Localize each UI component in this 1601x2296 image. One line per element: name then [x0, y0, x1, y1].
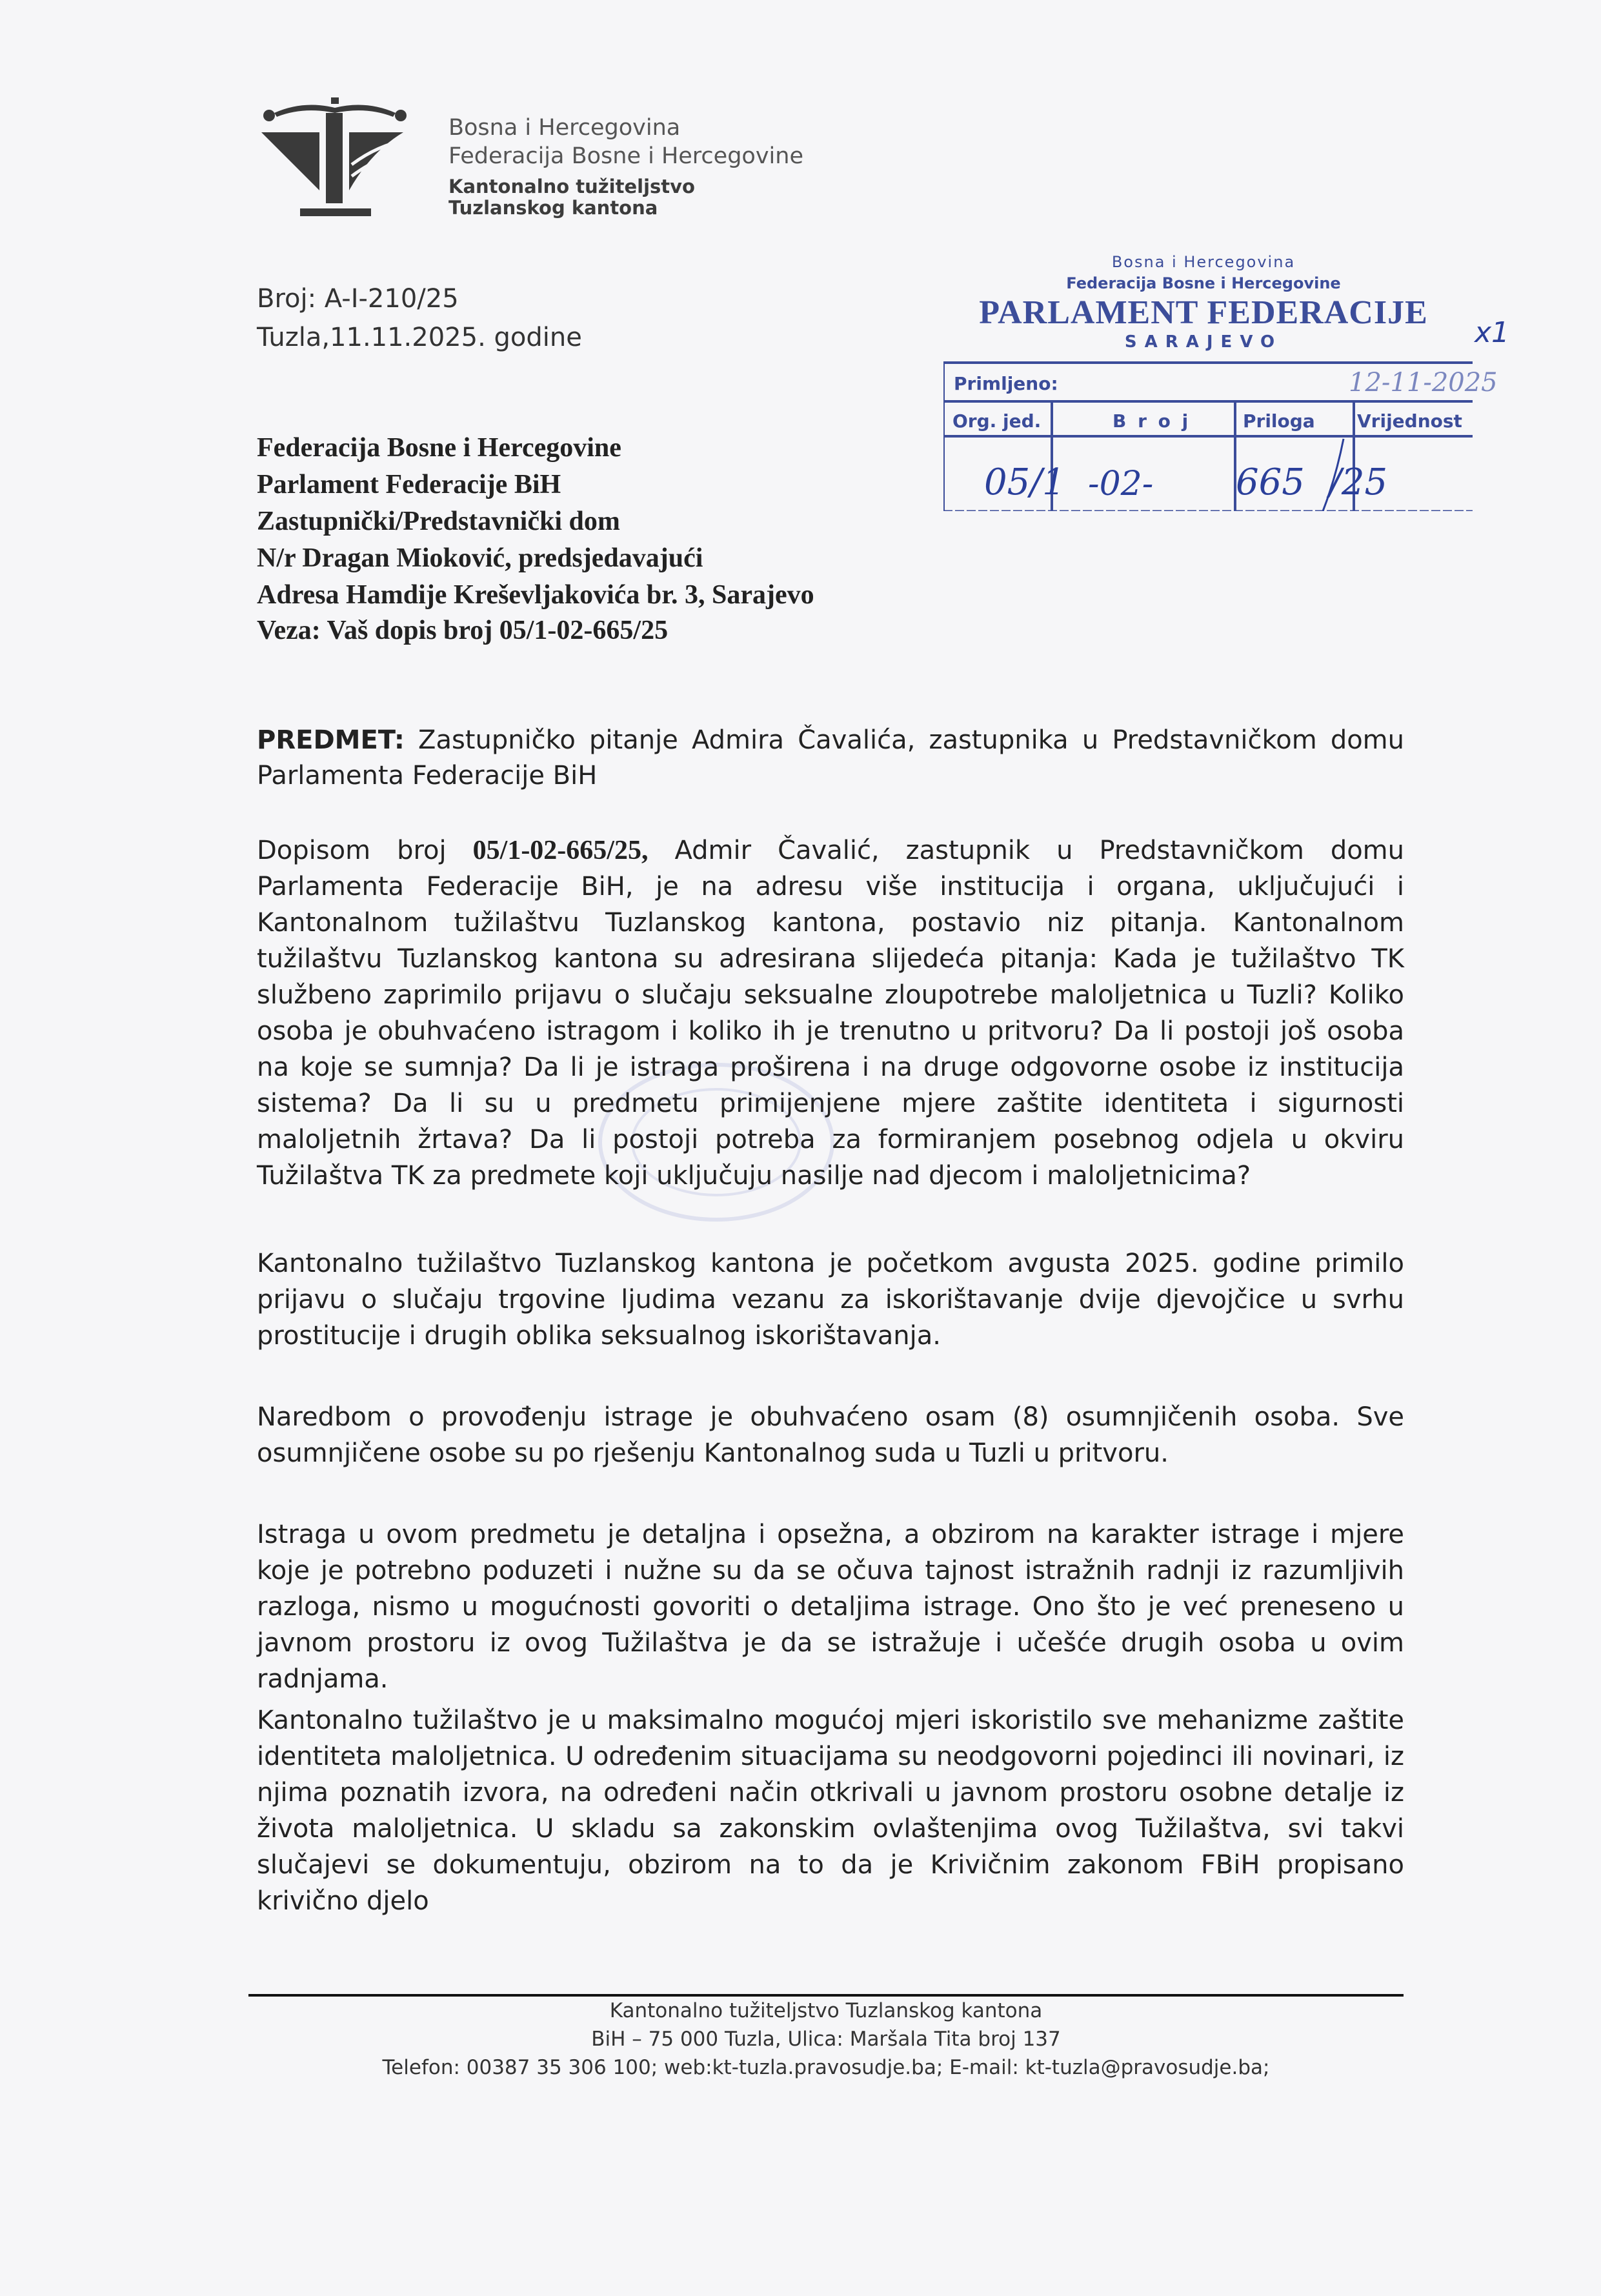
stamp-org-value: 05/1 — [984, 461, 1065, 503]
addressee-line-2: Parlament Federacije BiH — [257, 470, 561, 499]
letterhead-country: Bosna i Hercegovina — [448, 115, 681, 141]
footer-office: Kantonalno tužiteljstvo Tuzlanskog kantona — [609, 1999, 1043, 2022]
stamp-broj-value: -02- — [1088, 465, 1154, 503]
addressee-line-1: Federacija Bosne i Hercegovine — [257, 433, 621, 463]
letterhead-office: Kantonalno tužiteljstvo — [448, 176, 695, 197]
stamp-federation: Federacija Bosne i Hercegovine — [1066, 274, 1341, 292]
stamp-priloga-value: 665 — [1236, 461, 1305, 503]
prosecutor-emblem-logo — [255, 94, 448, 223]
stamp-vrijednost-value: /25 — [1329, 461, 1388, 503]
stamp-parliament: PARLAMENT FEDERACIJE — [979, 294, 1428, 331]
body-paragraph-4: Istraga u ovom predmetu je detaljna i opsežna, a obzirom na karakter istrage i mjere koje je potrebno poduzeti i nužne su da se očuva tajnost istražnih radnji iz razumljivih razloga, nismo u mogućnosti govoriti o detaljima istrage. Ono što je već preneseno u javnom prostoru iz ovog Tužilaštva je da se istražuje i učešće drugih osoba u ovim radnjama. — [257, 1520, 1404, 1694]
body-paragraph-1: Dopisom broj 05/1-02-665/25, Admir Čavalić, zastupnik u Predstavničkom domu Parlamenta Federacije BiH, je na adresu više institucija i organa, uključujući i Kantonalnom tužilaštvu Tuzlanskog kantona, postavio niz pitanja. Kantonalnom tužilaštvu Tuzlanskog kantona su adresirana slijedeća pitanja: Kada je tužilaštvo TK službeno zaprimilo prijavu o slučaju seksualne zloupotrebe maloljetnica u Tuzli? Koliko osoba je obuhvaćeno istragom i koliko ih je trenutno u pritvoru? Da li postoji još osoba na koje se sumnja? Da li je istraga proširena i na druge odgovorne osobe iz institucija sistema? Da li su u predmetu primijenjene mjere zaštite identiteta i sigurnosti maloljetnih žrtava? Da li postoji potreba za formiranjem posebnog odjela u okviru Tužilaštva TK za predmete koji uključuju nasilje nad djecom i maloljetnicima? — [257, 836, 1404, 1191]
footer-address: BiH – 75 000 Tuzla, Ulica: Maršala Tita broj 137 — [591, 2028, 1061, 2051]
body-paragraph-5: Kantonalno tužilaštvo je u maksimalno mogućoj mjeri iskoristilo sve mehanizme zaštite identiteta maloljetnica. U određenim situacijama su neodgovorni pojedinci ili novinari, iz njima poznatih izvora, na određeni način otkrivali u javnom prostoru osobne detalje iz života maloljetnica. U skladu sa zakonskim ovlaštenjima ovog Tužilaštva, svi takvi slučajevi se dokumentuju, obzirom na to da je Krivičnim zakonom FBiH propisano krivično djelo — [257, 1706, 1404, 1916]
addressee-line-5: Adresa Hamdije Kreševljakovića br. 3, Sarajevo — [257, 580, 814, 610]
addressee-line-6: Veza: Vaš dopis broj 05/1-02-665/25 — [257, 616, 669, 645]
footer-contact: Telefon: 00387 35 306 100; web:kt-tuzla.pravosudje.ba; E-mail: kt-tuzla@pravosudje.ba; — [382, 2056, 1270, 2079]
body-paragraph-3: Naredbom o provođenju istrage je obuhvaćeno osam (8) osumnjičenih osoba. Sve osumnjičene osobe su po rješenju Kantonalnog suda u Tuzli u pritvoru. — [257, 1402, 1404, 1468]
addressee-line-4: N/r Dragan Mioković, predsjedavajući — [257, 543, 703, 573]
document-number: Broj: A-I-210/25 — [257, 284, 459, 314]
subject-text: Zastupničko pitanje Admira Čavalića, zastupnika u Predstavničkom domu Parlamenta Federacije BiH — [257, 725, 1404, 791]
document-place-date: Tuzla,11.11.2025. godine — [257, 323, 582, 352]
stamp-col-priloga: Priloga — [1243, 410, 1315, 432]
stamp-received-label: Primljeno: — [954, 373, 1058, 394]
subject-label: PREDMET: — [257, 725, 405, 755]
subject — [257, 723, 1404, 794]
stamp-city: SARAJEVO — [1124, 332, 1283, 352]
stamp-col-org: Org. jed. — [952, 410, 1042, 432]
letterhead-federation: Federacija Bosne i Hercegovine — [448, 143, 803, 169]
footer-divider — [248, 1994, 1404, 1997]
body-paragraph-2: Kantonalno tužilaštvo Tuzlanskog kantona je početkom avgusta 2025. godine primilo prijavu o slučaju trgovine ljudima vezanu za iskorištavanje dvije djevojčice u svrhu prostitucije i drugih oblika seksualnog iskorištavanja. — [257, 1249, 1404, 1351]
stamp-handwritten-mark: x1 — [1475, 316, 1510, 349]
stamp-col-broj: B r o j — [1113, 410, 1191, 432]
stamp-col-vrijednost: Vrijednost — [1357, 410, 1462, 432]
stamp-country: Bosna i Hercegovina — [1111, 253, 1296, 271]
stamp-received-date: 12-11-2025 — [1349, 368, 1498, 398]
letterhead-canton: Tuzlanskog kantona — [448, 197, 658, 219]
reference-number: 05/1-02-665/25, — [472, 836, 649, 865]
addressee-line-3: Zastupnički/Predstavnički dom — [257, 507, 620, 536]
